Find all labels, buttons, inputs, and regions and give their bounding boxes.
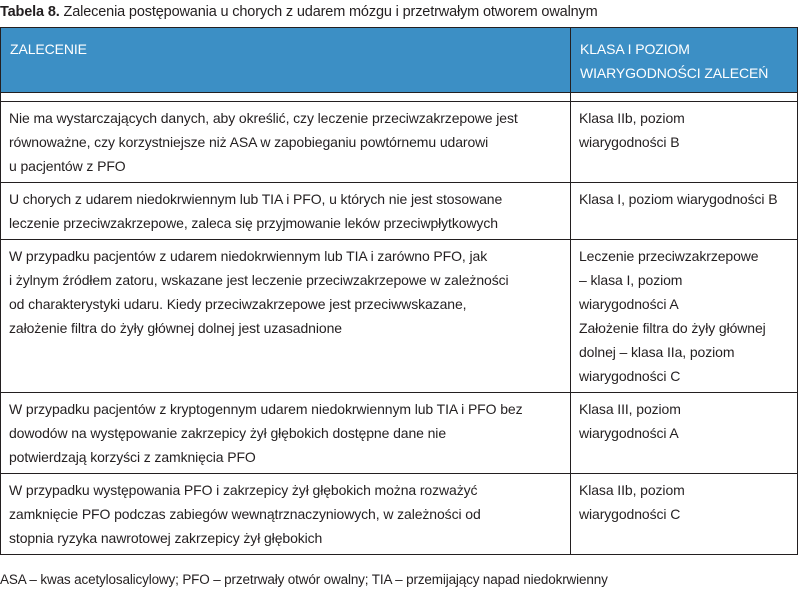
header-class-level [571, 28, 798, 93]
recommendation-line: i żylnym źródłem zatoru, wskazane jest leczenie przeciwzakrzepowe w zależności [9, 272, 509, 288]
class-level-line: wiarygodności A [579, 425, 679, 441]
recommendation-line: Nie ma wystarczających danych, aby określić, czy leczenie przeciwzakrzepowe jest [9, 110, 518, 126]
table-row [1, 240, 798, 393]
recommendation-line: dowodów na występowanie zakrzepicy żył głębokich dostępne dane nie [9, 425, 447, 441]
recommendation-line: W przypadku pacjentów z udarem niedokrwiennym lub TIA i zarówno PFO, jak [9, 248, 488, 264]
recommendation-cell [1, 102, 571, 183]
table-caption-label: Tabela 8. [0, 4, 60, 20]
table-row [1, 393, 798, 474]
table-row [1, 183, 798, 240]
class-level-line: wiarygodności A [579, 296, 679, 312]
table-footnote: ASA – kwas acetylosalicylowy; PFO – przetrwały otwór owalny; TIA – przemijający napad niedokrwienny [0, 572, 608, 587]
class-level-line: Leczenie przeciwzakrzepowe [579, 248, 759, 264]
recommendation-line: założenie filtra do żyły głównej dolnej jest uzasadnione [9, 320, 342, 336]
recommendation-line: U chorych z udarem niedokrwiennym lub TIA i PFO, u których nie jest stosowane [9, 191, 503, 207]
recommendation-line: stopnia ryzyka nawrotowej zakrzepicy żył głębokich [9, 530, 323, 546]
class-level-cell [571, 102, 798, 183]
class-level-line: dolnej – klasa IIa, poziom [579, 344, 735, 360]
class-level-line: wiarygodności C [579, 368, 681, 384]
recommendation-line: zamknięcie PFO podczas zabiegów wewnątrznaczyniowych, w zależności od [9, 506, 481, 522]
recommendation-line: potwierdzają korzyści z zamknięcia PFO [9, 449, 256, 465]
class-level-cell [571, 240, 798, 393]
recommendation-cell [1, 474, 571, 555]
header-class-line: KLASA I POZIOM [580, 41, 690, 57]
recommendation-line: od charakterystyki udaru. Kiedy przeciwzakrzepowe jest przeciwwskazane, [9, 296, 467, 312]
table-row [1, 474, 798, 555]
class-level-line: Klasa IIb, poziom [579, 482, 685, 498]
class-level-line: Klasa I, poziom wiarygodności B [579, 191, 778, 207]
recommendation-line: u pacjentów z PFO [9, 158, 126, 174]
class-level-line: Klasa III, poziom [579, 401, 681, 417]
spacer-row [1, 93, 798, 102]
class-level-line: Klasa IIb, poziom [579, 110, 685, 126]
class-level-line: Założenie filtra do żyły głównej [579, 320, 766, 336]
class-level-cell [571, 393, 798, 474]
class-level-line: wiarygodności B [579, 134, 680, 150]
class-level-line: wiarygodności C [579, 506, 681, 522]
class-level-cell [571, 474, 798, 555]
recommendation-line: leczenie przeciwzakrzepowe, zaleca się przyjmowanie leków przeciwpłytkowych [9, 215, 498, 231]
recommendations-table [0, 27, 798, 555]
table-caption [0, 2, 598, 22]
table-header-row [1, 28, 798, 93]
recommendation-cell [1, 183, 571, 240]
table-caption-text: Zalecenia postępowania u chorych z udarem mózgu i przetrwałym otworem owalnym [63, 4, 598, 20]
recommendation-cell [1, 240, 571, 393]
recommendation-cell [1, 393, 571, 474]
header-recommendation: ZALECENIE [1, 28, 571, 93]
recommendation-line: W przypadku pacjentów z kryptogennym udarem niedokrwiennym lub TIA i PFO bez [9, 401, 523, 417]
class-level-line: – klasa I, poziom [579, 272, 683, 288]
table-row [1, 102, 798, 183]
class-level-cell [571, 183, 798, 240]
recommendation-line: równoważne, czy korzystniejsze niż ASA w zapobieganiu powtórnemu udarowi [9, 134, 489, 150]
header-class-line: WIARYGODNOŚCI ZALECEŃ [580, 65, 769, 81]
recommendation-line: W przypadku występowania PFO i zakrzepicy żył głębokich można rozważyć [9, 482, 478, 498]
